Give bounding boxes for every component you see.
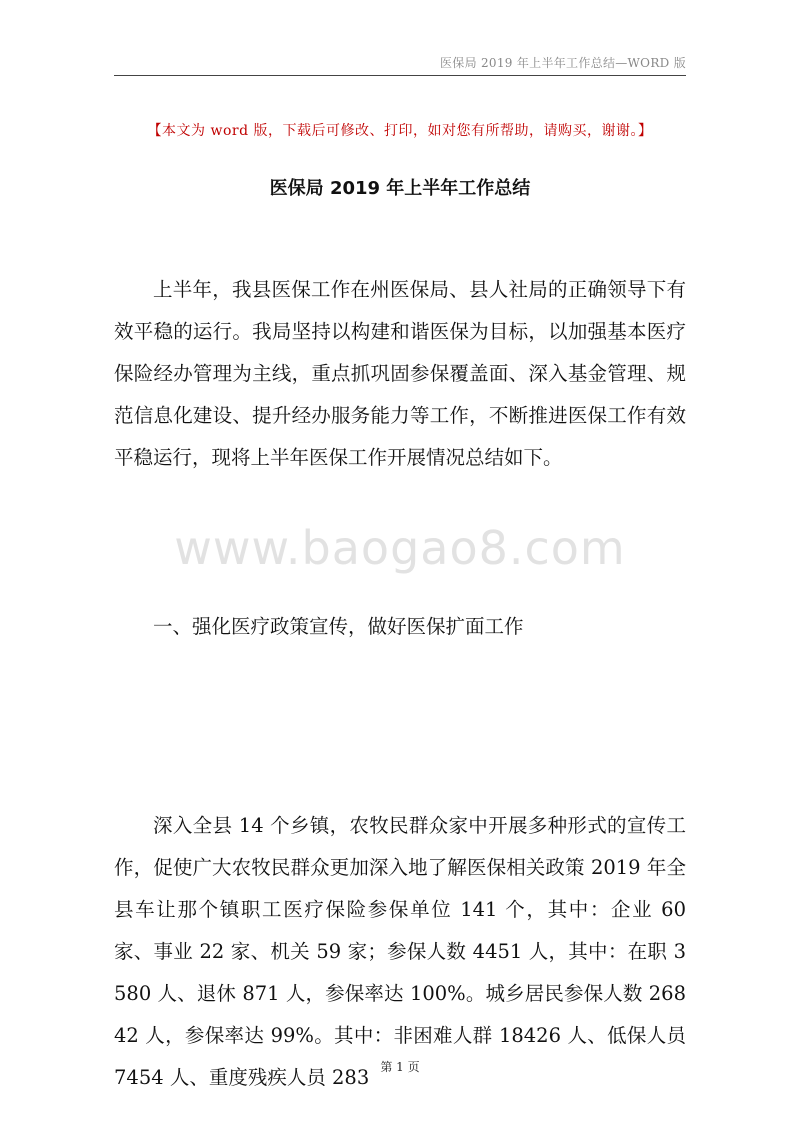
body-paragraph: 深入全县 14 个乡镇，农牧民群众家中开展多种形式的宣传工作，促使广大农牧民群众更加深入地了解医保相关政策 2019 年全县车让那个镇职工医疗保险参保单位 141 个，其中：企业 60 家、事业 22 家、机关 59 家；参保人数 4451 人，其中：在职 3580 人、退休 871 人，参保率达 100%。城乡居民参保人数 26842 人，参保率达 99%。其中：非困难人群 18426 人、低保人员 7454 人、重度残疾人员 283 <box>114 814 686 1089</box>
document-title: 医保局 2019 年上半年工作总结 <box>269 178 531 199</box>
header-divider <box>114 75 686 76</box>
section-heading: 一、强化医疗政策宣传，做好医保扩面工作 <box>153 615 524 638</box>
running-header: 医保局 2019 年上半年工作总结—WORD 版 <box>439 56 686 70</box>
intro-paragraph: 上半年，我县医保工作在州医保局、县人社局的正确领导下有效平稳的运行。我局坚持以构建和谐医保为目标，以加强基本医疗保险经办管理为主线，重点抓巩固参保覆盖面、深入基金管理、规范信息化建设、提升经办服务能力等工作，不断推进医保工作有效平稳运行，现将上半年医保工作开展情况总结如下。 <box>114 278 686 469</box>
page-number: 第 1 页 <box>380 1060 420 1074</box>
download-notice: 【本文为 word 版，下载后可修改、打印，如对您有所帮助，请购买，谢谢。】 <box>147 123 653 139</box>
watermark: www.baogao8.com <box>174 521 626 575</box>
